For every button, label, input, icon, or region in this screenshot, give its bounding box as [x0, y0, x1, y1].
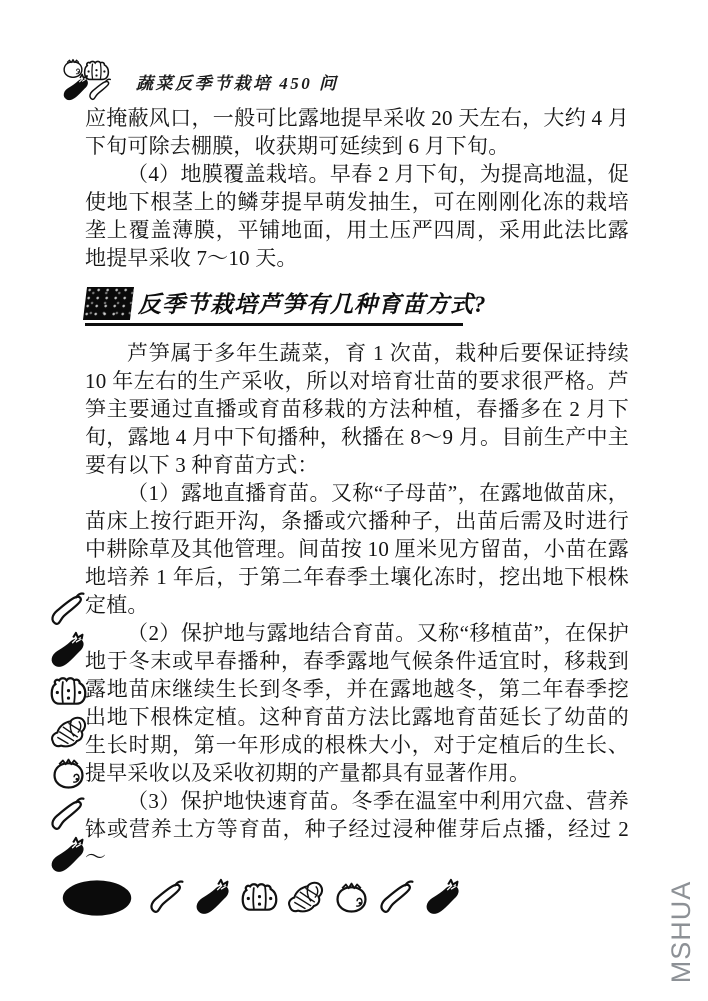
paragraph: 芦笋属于多年生蔬菜，育 1 次苗，栽种后要保证持续 10 年左右的生产采收，所以对培育壮苗的要求很严格。芦笋主要通过直播或育苗移栽的方法种植，春播多在 2 月下旬，露地 4 月中下旬播种，秋播在 8～9 月。目前生产中主要有以下 3 种育苗方式：	[85, 341, 629, 477]
intro-paragraphs	[85, 104, 629, 272]
solid-ellipse-icon	[60, 878, 134, 918]
cucumber-icon	[48, 795, 89, 836]
paragraph: 应掩蔽风口，一般可比露地提早采收 20 天左右，大约 4 月下旬可除去棚膜，收获期可延续到 6 月下旬。	[85, 106, 629, 158]
tomato-icon	[331, 878, 372, 919]
cucumber-icon	[377, 878, 418, 919]
paragraph: （2）保护地与露地结合育苗。又称“移植苗”，在保护地于冬末或早春播种，春季露地气候条件适宜时，移栽到露地苗床继续生长到冬季，并在露地越冬，第二年春季挖出地下根株定植。这种育苗方法比露地育苗延长了幼苗的生长时期，第一年形成的根株大小，对于定植后的生长、提早采收以及采收初期的产量都具有显著作用。	[85, 621, 629, 785]
paragraph: （3）保护地快速育苗。冬季在温室中利用穴盘、营养钵或营养土方等育苗，种子经过浸种催芽后点播，经过 2～	[85, 789, 629, 869]
eggplant-icon	[193, 878, 234, 919]
eggplant-icon	[423, 878, 464, 919]
pumpkin-icon	[48, 672, 89, 713]
body-paragraphs	[85, 339, 629, 871]
cabbage-icon	[48, 713, 89, 754]
paragraph: （1）露地直播育苗。又称“子母苗”，在露地做苗床，苗床上按行距开沟，条播或穴播种子，出苗后需及时进行中耕除草及其他管理。间苗按 10 厘米见方留苗，小苗在露地培养 1 年后，于第二年春季土壤化冻时，挖出地下根株定植。	[85, 481, 629, 617]
tomato-icon	[48, 754, 89, 795]
eggplant-icon	[48, 631, 89, 672]
paragraph: （4）地膜覆盖栽培。早春 2 月下旬，为提高地温，促使地下根茎上的鳞芽提早萌发抽生，可在刚刚化冻的栽培垄上覆盖薄膜，平铺地面，用土压严四周，采用此法比露地提早采收 7～10 天。	[85, 162, 629, 270]
section-title: 反季节栽培芦笋有几种育苗方式?	[138, 292, 487, 317]
cabbage-icon	[285, 878, 326, 919]
question-number-badge	[83, 287, 134, 320]
vegetable-cluster-logo-icon	[60, 56, 122, 106]
cucumber-icon	[147, 878, 188, 919]
cucumber-icon	[48, 590, 89, 631]
bottom-icon-row	[60, 876, 464, 920]
section-heading	[85, 287, 487, 326]
page-body	[85, 104, 629, 871]
margin-icon-column	[42, 590, 94, 877]
running-head	[60, 55, 339, 107]
watermark-text: MSHUA	[666, 880, 696, 984]
eggplant-icon	[48, 836, 89, 877]
pumpkin-icon	[239, 878, 280, 919]
book-title: 蔬菜反季节栽培 450 问	[136, 73, 339, 93]
